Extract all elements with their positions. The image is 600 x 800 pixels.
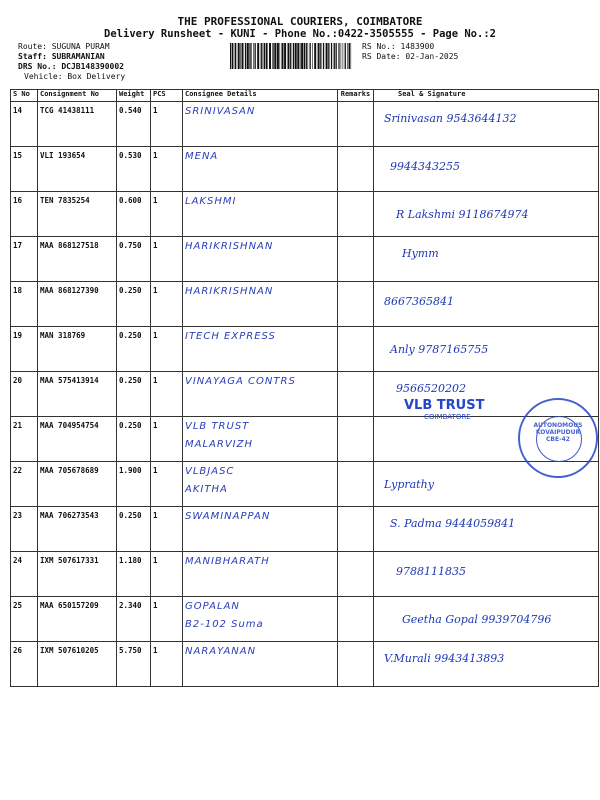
cell-sno: 18 (11, 282, 38, 327)
barcode-bar (242, 43, 244, 69)
consignee-name: MENA (185, 151, 219, 162)
cell-remarks (338, 372, 374, 417)
meta-right (362, 42, 458, 62)
stamp-brand: VLB TRUST (404, 398, 485, 413)
consignee-detail: MALARVIZH (185, 439, 253, 450)
signature: Srinivasan 9543644132 (384, 112, 517, 125)
barcode-bar (334, 43, 335, 69)
table-row (11, 552, 599, 597)
barcode-bar (328, 43, 329, 69)
seal-line-1: AUTONOMOUS (533, 422, 583, 429)
cell-consignee (183, 552, 338, 597)
barcode-bar (264, 43, 265, 69)
barcode-bar (263, 43, 264, 69)
cell-consignment: TEN 7835254 (38, 192, 117, 237)
cell-consignee (183, 192, 338, 237)
cell-signature (374, 147, 599, 192)
cell-pcs: 1 (151, 417, 183, 462)
cell-consignment: MAA 705678689 (38, 462, 117, 507)
col-signature: Seal & Signature (374, 90, 599, 102)
cell-consignee (183, 507, 338, 552)
cell-weight: 0.540 (117, 102, 151, 147)
signature: Geetha Gopal 9939704796 (402, 613, 552, 626)
cell-remarks (338, 417, 374, 462)
cell-remarks (338, 507, 374, 552)
signature: 9944343255 (390, 160, 460, 173)
cell-sno: 23 (11, 507, 38, 552)
runsheet-table (10, 89, 599, 687)
cell-weight: 0.250 (117, 282, 151, 327)
table-row (11, 327, 599, 372)
table-row (11, 147, 599, 192)
rs-number: RS No.: 1483900 (362, 42, 435, 51)
vehicle: Vehicle: Box Delivery (24, 72, 126, 81)
cell-consignee (183, 642, 338, 687)
cell-pcs: 1 (151, 462, 183, 507)
cell-remarks (338, 597, 374, 642)
barcode-bar (306, 43, 307, 69)
drs-number: DRS No.: DCJB148390002 (18, 62, 124, 71)
cell-consignment: IXM 507610205 (38, 642, 117, 687)
barcode-bar (301, 43, 303, 69)
cell-consignee (183, 282, 338, 327)
barcode-bar (240, 43, 241, 69)
cell-remarks (338, 147, 374, 192)
barcode-bar (238, 43, 240, 69)
cell-consignment: MAA 575413914 (38, 372, 117, 417)
cell-signature (374, 192, 599, 237)
consignee-name: HARIKRISHNAN (185, 241, 274, 252)
barcode-bar (347, 43, 348, 69)
consignee-name: SWAMINAPPAN (185, 511, 271, 522)
consignee-name: HARIKRISHNAN (185, 286, 274, 297)
cell-consignment: MAN 318769 (38, 327, 117, 372)
consignee-name: VLBJASC (185, 466, 235, 477)
table-row (11, 102, 599, 147)
signature: Lyprathy (384, 478, 434, 491)
barcode-bar (269, 43, 271, 69)
cell-pcs: 1 (151, 327, 183, 372)
cell-consignee (183, 372, 338, 417)
cell-pcs: 1 (151, 102, 183, 147)
cell-pcs: 1 (151, 642, 183, 687)
table-row (11, 237, 599, 282)
signature: Hymm (402, 247, 439, 260)
cell-consignee (183, 102, 338, 147)
cell-sno: 21 (11, 417, 38, 462)
cell-sno: 19 (11, 327, 38, 372)
cell-pcs: 1 (151, 282, 183, 327)
cell-pcs: 1 (151, 372, 183, 417)
rs-date: RS Date: 02-Jan-2025 (362, 52, 459, 61)
cell-consignee (183, 147, 338, 192)
cell-signature (374, 282, 599, 327)
vlb-trust-stamp (404, 398, 484, 421)
cell-remarks (338, 282, 374, 327)
barcode-bar (261, 43, 262, 69)
table-row (11, 282, 599, 327)
cell-pcs: 1 (151, 552, 183, 597)
table-row (11, 462, 599, 507)
signature: S. Padma 9444059841 (390, 517, 516, 530)
cell-remarks (338, 192, 374, 237)
cell-sno: 26 (11, 642, 38, 687)
cell-sno: 15 (11, 147, 38, 192)
cell-consignment: IXM 507617331 (38, 552, 117, 597)
cell-weight: 0.250 (117, 372, 151, 417)
col-consignee: Consignee Details (183, 90, 338, 102)
barcode-bar (293, 43, 294, 69)
table-row (11, 192, 599, 237)
cell-consignment: VLI 193654 (38, 147, 117, 192)
barcode-bar (320, 43, 321, 69)
barcode-bar (310, 43, 311, 69)
barcode-bar (282, 43, 284, 69)
signature: 8667365841 (384, 295, 454, 308)
cell-remarks (338, 462, 374, 507)
signature: R Lakshmi 9118674974 (396, 208, 529, 221)
barcode-bar (318, 43, 320, 69)
barcode-bar (341, 43, 342, 69)
cell-consignment: TCG 41438111 (38, 102, 117, 147)
cell-weight: 0.530 (117, 147, 151, 192)
cell-weight: 5.750 (117, 642, 151, 687)
staff: Staff: SUBRAMANIAN (18, 52, 105, 61)
signature: 9566520202 (396, 382, 466, 395)
barcode-bar (266, 43, 268, 69)
barcode-bar (345, 43, 346, 69)
cell-consignment: MAA 706273543 (38, 507, 117, 552)
cell-consignee (183, 327, 338, 372)
cell-remarks (338, 237, 374, 282)
signature: Anly 9787165755 (390, 343, 489, 356)
barcode-bar (336, 43, 337, 69)
cell-pcs: 1 (151, 507, 183, 552)
col-consignment: Consignment No (38, 90, 117, 102)
barcode-bar (331, 43, 332, 69)
company-title: THE PROFESSIONAL COURIERS, COIMBATORE (177, 15, 423, 28)
barcode-bar (272, 43, 273, 69)
barcode-bar (232, 43, 233, 69)
barcode-bar (274, 43, 276, 69)
cell-consignee (183, 417, 338, 462)
cell-weight: 0.750 (117, 237, 151, 282)
cell-weight: 0.250 (117, 507, 151, 552)
seal-line-2: KOVAIPUDUR (535, 429, 581, 436)
table-header (11, 90, 599, 102)
cell-signature (374, 102, 599, 147)
cell-sno: 16 (11, 192, 38, 237)
barcode-bar (288, 43, 290, 69)
barcode-bar (349, 43, 351, 69)
barcode-bar (290, 43, 291, 69)
consignee-name: LAKSHMI (185, 196, 237, 207)
cell-consignee (183, 237, 338, 282)
cell-pcs: 1 (151, 237, 183, 282)
col-remarks: Remarks (338, 90, 374, 102)
cell-sno: 17 (11, 237, 38, 282)
cell-sno: 24 (11, 552, 38, 597)
barcode-bar (323, 43, 324, 69)
cell-signature (374, 327, 599, 372)
cell-consignee (183, 597, 338, 642)
barcode-bar (326, 43, 328, 69)
runsheet-subtitle: Delivery Runsheet - KUNI - Phone No.:0422-3505555 - Page No.:2 (104, 28, 496, 40)
cell-signature (374, 642, 599, 687)
cell-weight: 1.180 (117, 552, 151, 597)
barcode-bar (343, 43, 344, 69)
table-row (11, 417, 599, 462)
barcode-bar (284, 43, 286, 69)
consignee-name: VINAYAGA CONTRS (185, 376, 296, 387)
barcode-bar (295, 43, 297, 69)
barcode-bar (257, 43, 259, 69)
col-sno: S No (11, 90, 38, 102)
barcode-bar (245, 43, 246, 69)
consignee-name: SRINIVASAN (185, 106, 256, 117)
table-row (11, 597, 599, 642)
cell-signature (374, 552, 599, 597)
cell-consignment: MAA 868127518 (38, 237, 117, 282)
cell-signature (374, 237, 599, 282)
barcode-bar (308, 43, 309, 69)
meta-left (18, 42, 125, 82)
table-row (11, 507, 599, 552)
barcode-bar (230, 43, 231, 69)
consignee-name: VLB TRUST (185, 421, 250, 432)
barcode-bar (338, 43, 339, 69)
col-weight: Weight (117, 90, 151, 102)
signature: 9788111835 (396, 565, 466, 578)
col-pcs: PCS (151, 90, 183, 102)
route: Route: SUGUNA PURAM (18, 42, 110, 51)
barcode-bar (339, 43, 340, 69)
barcode-bar (251, 43, 252, 69)
cell-pcs: 1 (151, 192, 183, 237)
signature: V.Murali 9943413893 (384, 652, 505, 665)
cell-consignment: MAA 704954754 (38, 417, 117, 462)
cell-sno: 14 (11, 102, 38, 147)
cell-remarks (338, 102, 374, 147)
cell-sno: 22 (11, 462, 38, 507)
cell-weight: 0.600 (117, 192, 151, 237)
barcode-bar (280, 43, 281, 69)
barcode-bar (297, 43, 299, 69)
cell-pcs: 1 (151, 147, 183, 192)
cell-signature (374, 507, 599, 552)
table-row (11, 642, 599, 687)
cell-consignee (183, 462, 338, 507)
barcode-bar (253, 43, 254, 69)
barcode-bar (277, 43, 279, 69)
cell-consignment: MAA 868127390 (38, 282, 117, 327)
cell-signature (374, 597, 599, 642)
consignee-detail: B2-102 Suma (185, 619, 264, 630)
barcode-bar (249, 43, 250, 69)
consignee-name: GOPALAN (185, 601, 240, 612)
cell-weight: 0.250 (117, 327, 151, 372)
cell-weight: 1.900 (117, 462, 151, 507)
seal-line-3: CBE-42 (546, 436, 570, 443)
cell-remarks (338, 327, 374, 372)
cell-weight: 2.340 (117, 597, 151, 642)
barcode-bar (247, 43, 249, 69)
barcode-bar (312, 43, 313, 69)
barcode (230, 43, 352, 69)
barcode-bar (234, 43, 235, 69)
consignee-name: NARAYANAN (185, 646, 257, 657)
stamp-city: COIMBATORE (424, 413, 471, 421)
barcode-bar (235, 43, 236, 69)
cell-consignment: MAA 650157209 (38, 597, 117, 642)
barcode-bar (304, 43, 305, 69)
consignee-detail: AKITHA (185, 484, 228, 495)
cell-sno: 20 (11, 372, 38, 417)
barcode-bar (314, 43, 316, 69)
barcode-bar (255, 43, 256, 69)
barcode-bar (300, 43, 301, 69)
cell-weight: 0.250 (117, 417, 151, 462)
consignee-name: MANIBHARATH (185, 556, 270, 567)
cell-remarks (338, 642, 374, 687)
cell-pcs: 1 (151, 597, 183, 642)
consignee-name: ITECH EXPRESS (185, 331, 276, 342)
cell-sno: 25 (11, 597, 38, 642)
table-row (11, 372, 599, 417)
cell-remarks (338, 552, 374, 597)
college-seal (518, 398, 598, 478)
